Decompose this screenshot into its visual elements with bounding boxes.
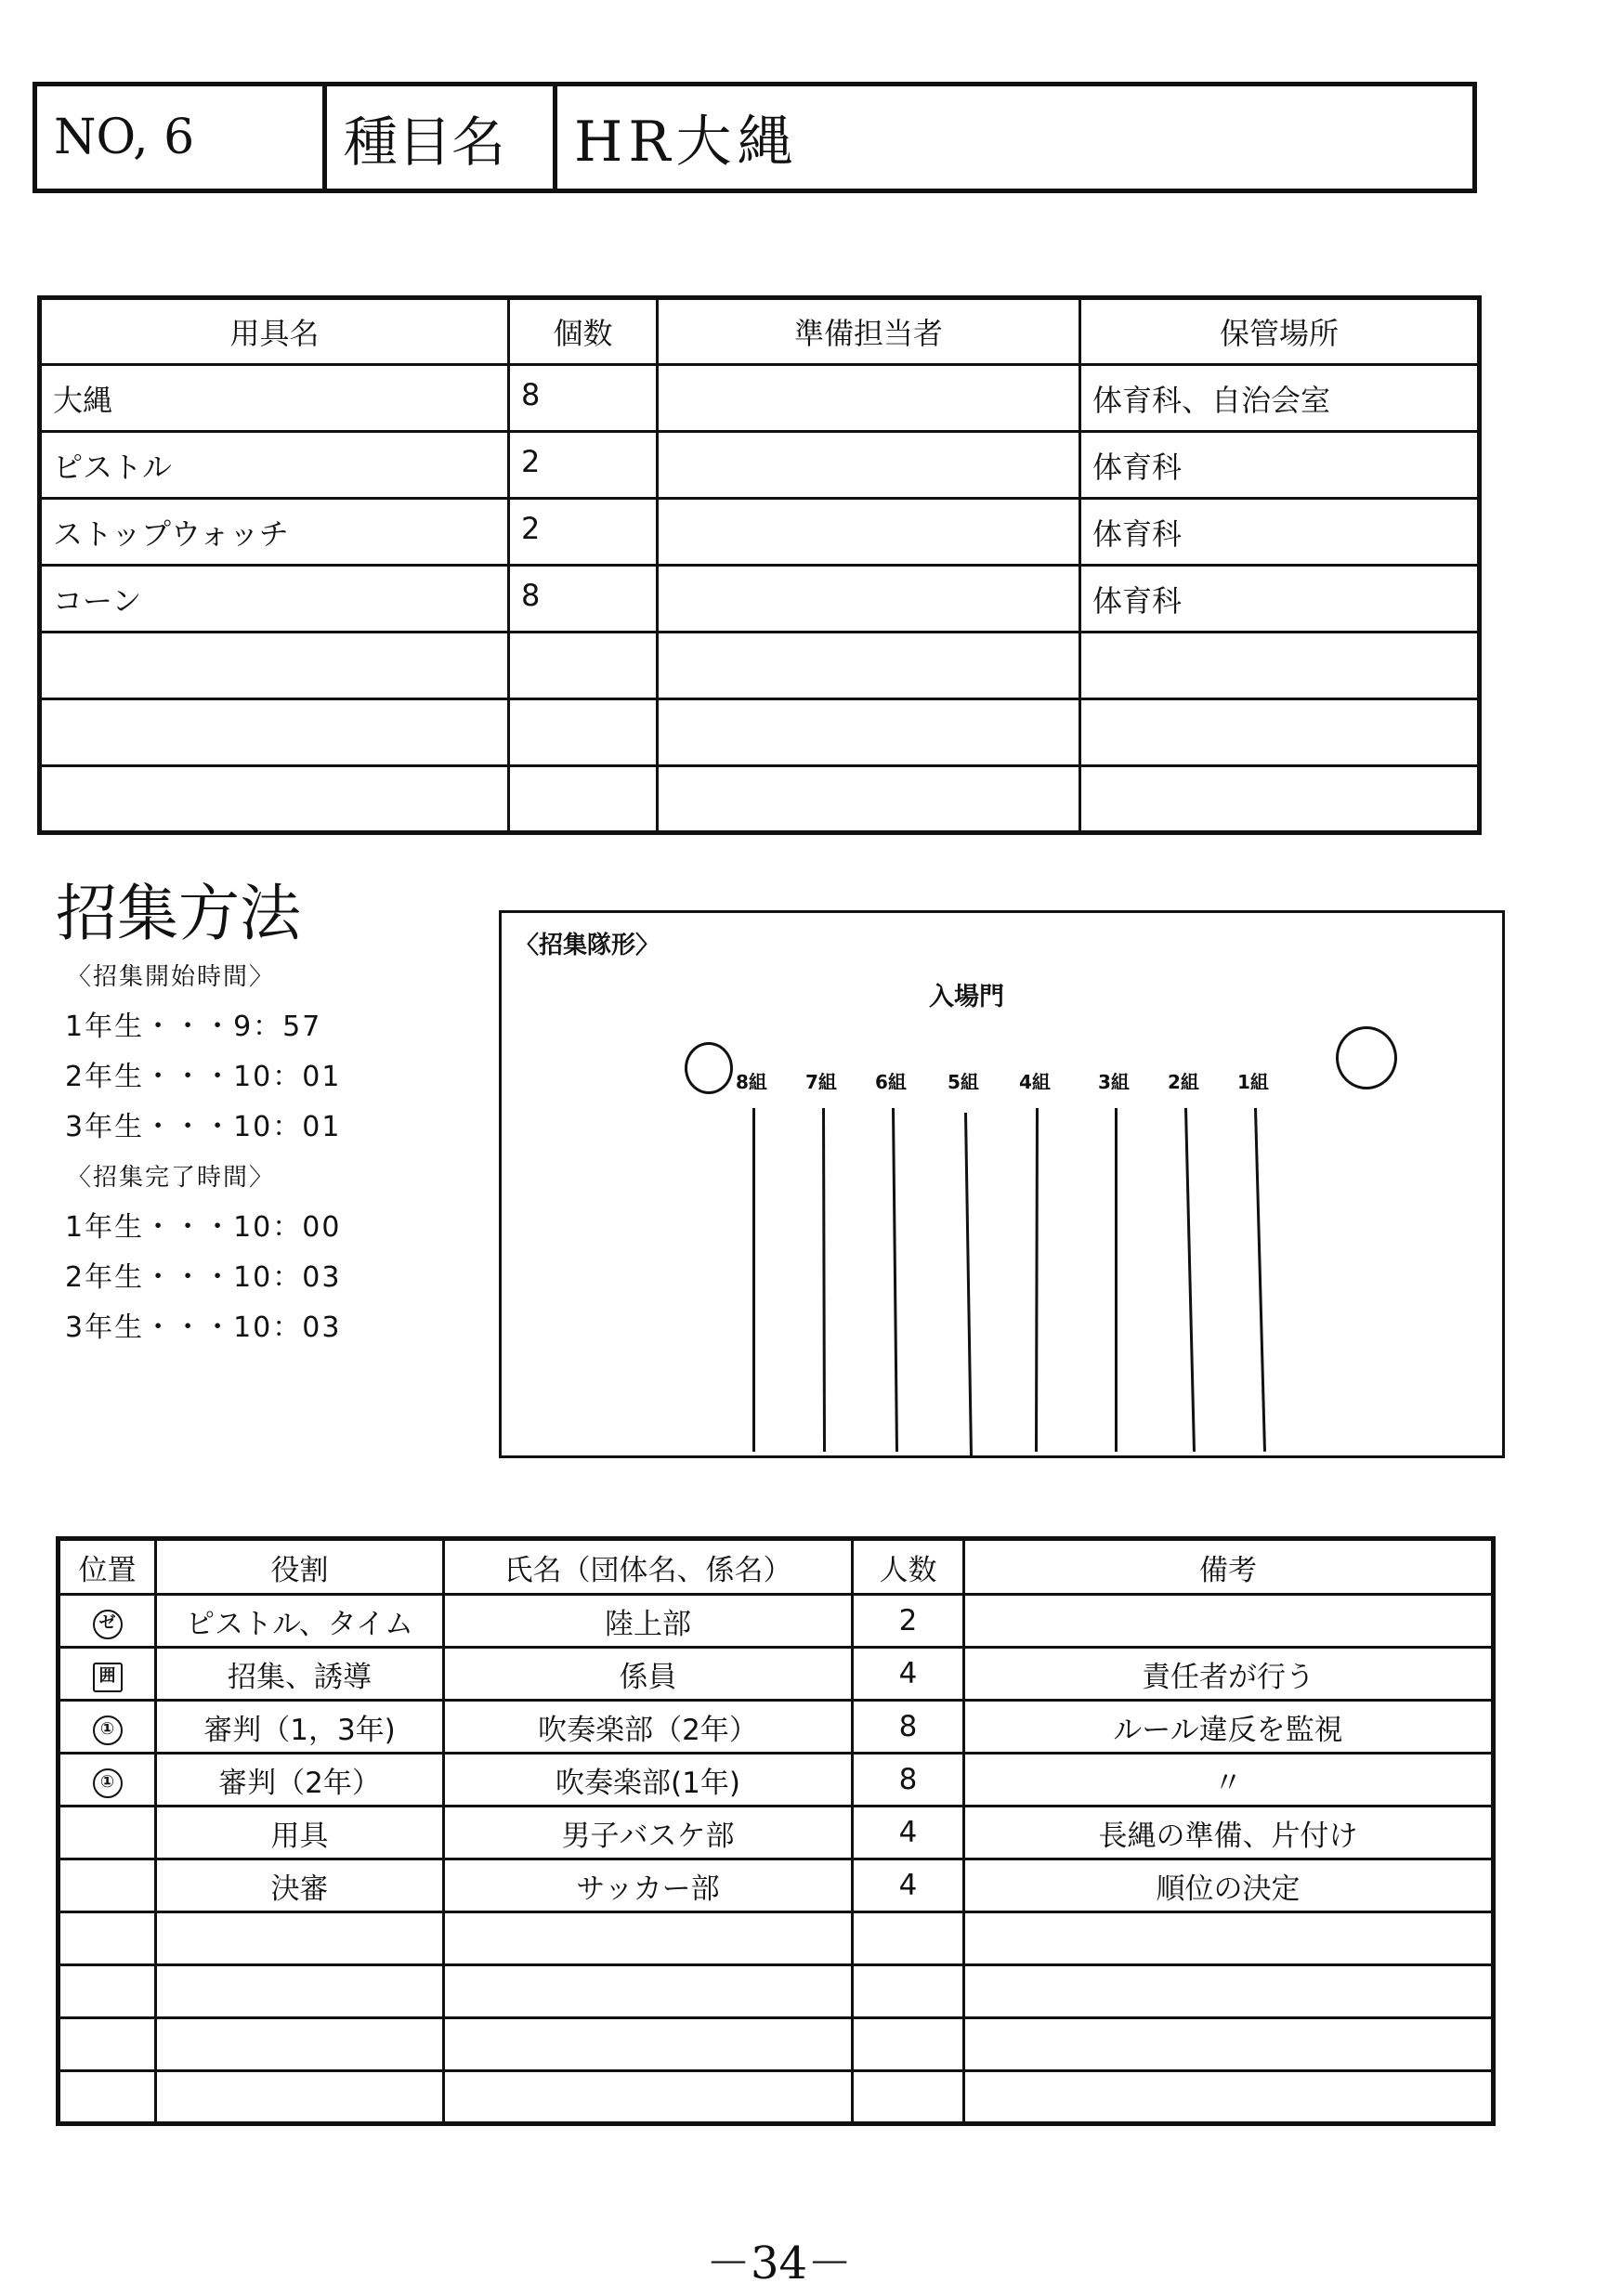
start-time-1: 1年生・・・9：57: [65, 1011, 322, 1043]
roles-name-cell: [444, 1965, 853, 2018]
roles-role-cell: 招集、誘導: [156, 1648, 444, 1701]
page-number: －34－: [706, 2237, 853, 2289]
equipment-count-cell: [509, 766, 658, 833]
roles-note-cell: 順位の決定: [964, 1859, 1494, 1912]
equipment-count-cell: [509, 699, 658, 766]
equipment-location-cell: [1080, 633, 1480, 699]
roles-pos-cell: [59, 2071, 156, 2124]
end-time-2: 2年生・・・10：03: [65, 1261, 342, 1294]
roles-count-cell: 4: [853, 1648, 964, 1701]
equipment-name-cell: [40, 633, 509, 699]
roles-name-cell: 吹奏楽部（2年）: [444, 1701, 853, 1754]
roles-name-cell: [444, 1912, 853, 1965]
roles-role-cell: [156, 2018, 444, 2071]
group-line: [964, 1113, 973, 1456]
roles-pos-cell: [59, 1595, 156, 1648]
roles-count-cell: [853, 1965, 964, 2018]
roles-count-cell: [853, 2071, 964, 2124]
group-label: 7組: [805, 1071, 837, 1093]
equipment-count-cell: 2: [509, 499, 658, 566]
event-name: HR大縄: [574, 110, 799, 175]
roles-note-cell: [964, 2071, 1494, 2124]
col-preparer: 準備担当者: [658, 298, 1080, 365]
equipment-preparer-cell: [658, 699, 1080, 766]
position-mark-icon: ①: [93, 1715, 123, 1745]
roles-role-cell: 用具: [156, 1807, 444, 1859]
equipment-row: [40, 365, 1480, 432]
roles-note-cell: [964, 2018, 1494, 2071]
equipment-location-cell: 体育科、自治会室: [1080, 365, 1480, 432]
equipment-row: [40, 699, 1480, 766]
roles-role-cell: 審判（2年）: [156, 1754, 444, 1807]
equipment-name-cell: コーン: [40, 566, 509, 633]
roles-note-cell: [964, 1595, 1494, 1648]
recruit-schedule: [58, 952, 448, 1353]
roles-pos-cell: [59, 1912, 156, 1965]
event-label: 種目名: [327, 86, 557, 189]
roles-row: [59, 1965, 1494, 2018]
roles-note-cell: [964, 1912, 1494, 1965]
equipment-table: [37, 295, 1482, 835]
group-line: [1035, 1108, 1039, 1452]
equipment-name-cell: ピストル: [40, 432, 509, 499]
roles-role-cell: [156, 1965, 444, 2018]
roles-note-cell: 長縄の準備、片付け: [964, 1807, 1494, 1859]
roles-pos-cell: [59, 1754, 156, 1807]
equipment-name-cell: ストップウォッチ: [40, 499, 509, 566]
equipment-header-row: [40, 298, 1480, 365]
event-header: [33, 82, 1477, 193]
roles-row: [59, 1859, 1494, 1912]
position-mark-icon: ゼ: [93, 1610, 123, 1639]
end-time-3: 3年生・・・10：03: [65, 1311, 342, 1344]
equipment-name-cell: 大縄: [40, 365, 509, 432]
group-label: 4組: [1019, 1071, 1051, 1093]
equipment-location-cell: [1080, 699, 1480, 766]
col-headcount: 人数: [853, 1539, 964, 1595]
roles-row: [59, 1595, 1494, 1648]
roles-role-cell: ピストル、タイム: [156, 1595, 444, 1648]
equipment-preparer-cell: [658, 499, 1080, 566]
roles-name-cell: 吹奏楽部(1年): [444, 1754, 853, 1807]
col-equipment-name: 用具名: [40, 298, 509, 365]
roles-note-cell: 責任者が行う: [964, 1648, 1494, 1701]
equipment-count-cell: 2: [509, 432, 658, 499]
start-heading: 〈招集開始時間〉: [67, 963, 276, 991]
end-time-1: 1年生・・・10：00: [65, 1211, 342, 1244]
entrance-gate-label: 入場門: [929, 983, 1004, 1011]
formation-diagram: [499, 910, 1505, 1458]
roles-role-cell: 決審: [156, 1859, 444, 1912]
roles-count-cell: 8: [853, 1754, 964, 1807]
roles-count-cell: 2: [853, 1595, 964, 1648]
start-time-2: 2年生・・・10：01: [65, 1061, 342, 1093]
roles-header-row: [59, 1539, 1494, 1595]
equipment-preparer-cell: [658, 432, 1080, 499]
equipment-row: [40, 766, 1480, 833]
roles-row: [59, 1754, 1494, 1807]
roles-row: [59, 1701, 1494, 1754]
roles-pos-cell: [59, 1701, 156, 1754]
roles-role-cell: 審判（1，3年): [156, 1701, 444, 1754]
roles-name-cell: 係員: [444, 1648, 853, 1701]
roles-row: [59, 2018, 1494, 2071]
roles-count-cell: 4: [853, 1859, 964, 1912]
equipment-preparer-cell: [658, 365, 1080, 432]
equipment-preparer-cell: [658, 633, 1080, 699]
roles-name-cell: [444, 2018, 853, 2071]
equipment-row: [40, 566, 1480, 633]
roles-role-cell: [156, 1912, 444, 1965]
roles-pos-cell: [59, 1859, 156, 1912]
equipment-location-cell: 体育科: [1080, 499, 1480, 566]
roles-note-cell: 〃: [964, 1754, 1494, 1807]
recruit-title: 招集方法: [56, 878, 301, 949]
roles-row: [59, 1807, 1494, 1859]
roles-name-cell: 男子バスケ部: [444, 1807, 853, 1859]
formation-title: 〈招集隊形〉: [515, 932, 660, 959]
group-line: [892, 1108, 898, 1452]
end-heading: 〈招集完了時間〉: [67, 1164, 276, 1192]
event-number: NO, 6: [37, 86, 327, 189]
equipment-row: [40, 432, 1480, 499]
equipment-count-cell: 8: [509, 566, 658, 633]
roles-role-cell: [156, 2071, 444, 2124]
group-label: 3組: [1098, 1071, 1130, 1093]
col-role: 役割: [156, 1539, 444, 1595]
roles-row: [59, 1648, 1494, 1701]
equipment-row: [40, 499, 1480, 566]
roles-pos-cell: [59, 1807, 156, 1859]
cone-right-marker: [1336, 1026, 1397, 1089]
roles-table: [56, 1536, 1496, 2126]
roles-count-cell: 8: [853, 1701, 964, 1754]
col-position: 位置: [59, 1539, 156, 1595]
group-line: [1115, 1108, 1118, 1452]
position-mark-icon: ①: [93, 1768, 123, 1798]
start-time-3: 3年生・・・10：01: [65, 1111, 342, 1143]
group-line: [1254, 1108, 1266, 1452]
cone-left-marker: [685, 1042, 733, 1094]
col-location: 保管場所: [1080, 298, 1480, 365]
roles-name-cell: [444, 2071, 853, 2124]
roles-pos-cell: [59, 1965, 156, 2018]
col-count: 個数: [509, 298, 658, 365]
equipment-location-cell: [1080, 766, 1480, 833]
roles-count-cell: [853, 1912, 964, 1965]
group-label: 6組: [875, 1071, 907, 1093]
roles-count-cell: [853, 2018, 964, 2071]
equipment-preparer-cell: [658, 566, 1080, 633]
roles-row: [59, 2071, 1494, 2124]
col-notes: 備考: [964, 1539, 1494, 1595]
roles-row: [59, 1912, 1494, 1965]
position-mark-icon: 囲: [93, 1663, 123, 1692]
roles-pos-cell: [59, 2018, 156, 2071]
equipment-count-cell: 8: [509, 365, 658, 432]
equipment-name-cell: [40, 699, 509, 766]
roles-note-cell: ルール違反を監視: [964, 1701, 1494, 1754]
roles-note-cell: [964, 1965, 1494, 2018]
group-label: 1組: [1237, 1071, 1269, 1093]
equipment-row: [40, 633, 1480, 699]
group-label: 8組: [736, 1071, 767, 1093]
roles-count-cell: 4: [853, 1807, 964, 1859]
group-line: [1184, 1108, 1196, 1452]
roles-name-cell: 陸上部: [444, 1595, 853, 1648]
roles-name-cell: サッカー部: [444, 1859, 853, 1912]
group-line: [822, 1108, 826, 1452]
group-label: 2組: [1168, 1071, 1199, 1093]
group-line: [752, 1108, 755, 1452]
equipment-count-cell: [509, 633, 658, 699]
equipment-name-cell: [40, 766, 509, 833]
equipment-location-cell: 体育科: [1080, 566, 1480, 633]
equipment-location-cell: 体育科: [1080, 432, 1480, 499]
col-name: 氏名（団体名、係名）: [444, 1539, 853, 1595]
equipment-preparer-cell: [658, 766, 1080, 833]
group-label: 5組: [948, 1071, 979, 1093]
roles-pos-cell: [59, 1648, 156, 1701]
